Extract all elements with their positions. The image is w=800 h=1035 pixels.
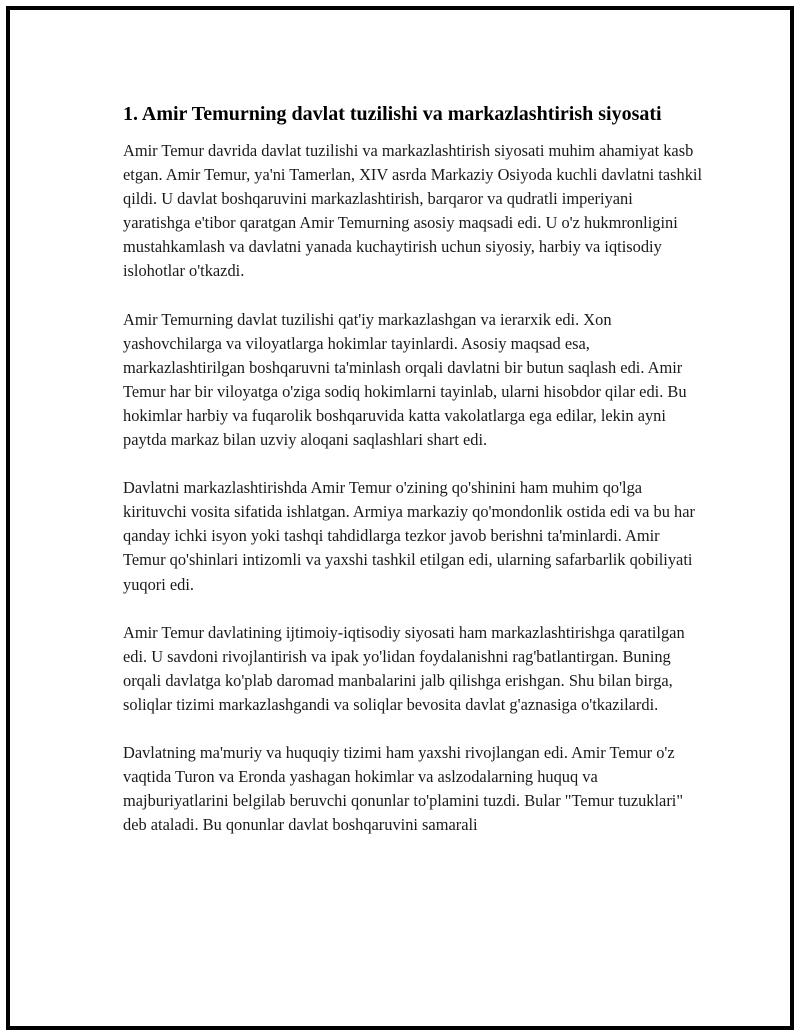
paragraph: Amir Temurning davlat tuzilishi qat'iy markazlashgan va ierarxik edi. Xon yashovchilarga va viloyatlarga hokimlar tayinlardi. Asosiy maqsad esa, markazlashtirilgan boshqaruvni ta'minlash orqali davlatni bir butun saqlash edi. Amir Temur har bir viloyatga o'ziga sodiq hokimlarni tayinlab, ularni hisobdor qilar edi. Bu hokimlar harbiy va fuqarolik boshqaruvida katta vakolatlarga ega edilar, lekin ayni paytda markaz bilan uzviy aloqani saqlashlari shart edi. xyxy=(123,309,687,450)
page-frame xyxy=(6,6,794,1030)
section-heading: 1. Amir Temurning davlat tuzilishi va markazlashtirish siyosati xyxy=(123,103,662,125)
paragraph: Amir Temur davlatining ijtimoiy-iqtisodiy siyosati ham markazlashtirishga qaratilgan edi. U savdoni rivojlantirish va ipak yo'lidan foydalanishni rag'batlantirgan. Buning orqali davlatga ko'plab daromad manbalarini jalb qilishga erishgan. Shu bilan birga, soliqlar tizimi markazlashgandi va soliqlar bevosita davlat g'aznasiga o'tkazilardi. xyxy=(123,622,685,714)
paragraph: Davlatning ma'muriy va huquqiy tizimi ham yaxshi rivojlangan edi. Amir Temur o'z vaqtida Turon va Eronda yashagan hokimlar va aslzodalarning huquq va majburiyatlarini belgilab beruvchi qonunlar to'plamini tuzdi. Bular "Temur tuzuklari" deb ataladi. Bu qonunlar davlat boshqaruvini samarali xyxy=(123,742,684,835)
document-body xyxy=(123,100,703,861)
paragraph: Amir Temur davrida davlat tuzilishi va markazlashtirish siyosati muhim ahamiyat kasb etgan. Amir Temur, ya'ni Tamerlan, XIV asrda Markaziy Osiyoda kuchli davlatni tashkil qildi. U davlat boshqaruvini markazlashtirish, barqaror va qudratli imperiyani yaratishga e'tibor qaratgan Amir Temurning asosiy maqsadi edi. U o'z hukmronligini mustahkamlash va davlatni yanada kuchaytirish uchun siyosiy, harbiy va iqtisodiy islohotlar o'tkazdi. xyxy=(123,141,702,281)
paragraph: Davlatni markazlashtirishda Amir Temur o'zining qo'shinini ham muhim qo'lga kirituvchi vosita sifatida ishlatgan. Armiya markaziy qo'mondonlik ostida edi va bu har qanday ichki isyon yoki tashqi tahdidlarga tezkor javob berishni ta'minlardi. Amir Temur qo'shinlari intizomli va yaxshi tashkil etilgan edi, ularning safarbarlik qobiliyati yuqori edi. xyxy=(123,478,695,594)
